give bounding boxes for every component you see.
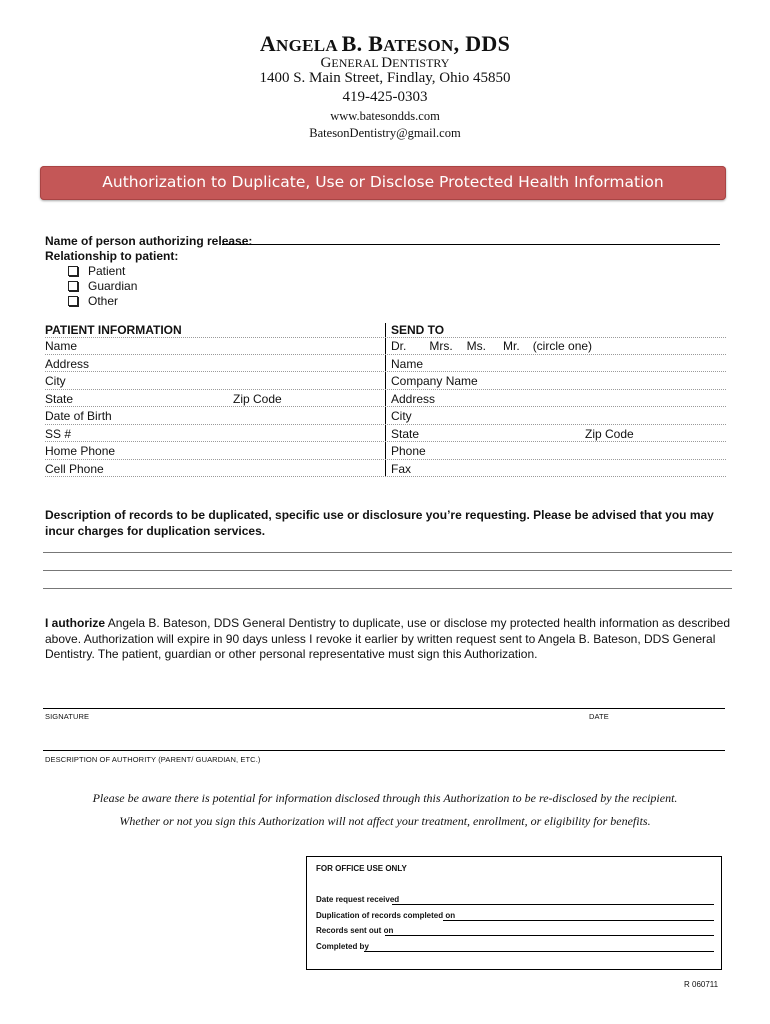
form-title-banner xyxy=(40,166,726,200)
relationship-option-patient[interactable]: Patient xyxy=(68,264,125,278)
patient-ssn-label: SS # xyxy=(45,427,72,441)
patient-home-phone-label: Home Phone xyxy=(45,444,116,458)
practice-name: ANGELA B. BATESON, DDS xyxy=(259,31,511,56)
authority-label: DESCRIPTION OF AUTHORITY (PARENT/ GUARDIAN, ETC.) xyxy=(45,755,261,764)
completed-by-label: Completed by xyxy=(316,942,369,951)
office-use-heading: FOR OFFICE USE ONLY xyxy=(316,864,407,873)
description-line-3[interactable] xyxy=(43,588,732,589)
completed-by-line[interactable] xyxy=(364,951,714,952)
send-to-heading: SEND TO xyxy=(391,323,445,337)
patient-cell-phone-label: Cell Phone xyxy=(45,462,104,476)
date-request-received-label: Date request received xyxy=(316,895,400,904)
signature-line[interactable] xyxy=(43,708,725,709)
practice-email: BatesonDentistry@gmail.com xyxy=(309,126,461,140)
row-line xyxy=(45,476,726,477)
form-title: Authorization to Duplicate, Use or Disclose Protected Health Information xyxy=(102,173,664,191)
send-to-phone-label: Phone xyxy=(391,444,426,458)
practice-phone: 419-425-0303 xyxy=(342,89,428,105)
date-label: DATE xyxy=(589,712,609,721)
row-line xyxy=(45,389,726,390)
patient-state-label: State xyxy=(45,392,74,406)
row-line xyxy=(45,459,726,460)
duplication-completed-line[interactable] xyxy=(443,920,714,921)
row-line xyxy=(45,354,726,355)
column-divider xyxy=(385,323,386,476)
row-line xyxy=(45,441,726,442)
patient-info-heading: PATIENT INFORMATION xyxy=(45,323,182,337)
signature-label: SIGNATURE xyxy=(45,712,90,721)
duplication-completed-label: Duplication of records completed on xyxy=(316,911,456,920)
patient-name-label: Name xyxy=(45,339,78,353)
row-line xyxy=(45,337,726,338)
send-to-state-label: State xyxy=(391,427,420,441)
practice-website: www.batesondds.com xyxy=(330,109,440,123)
row-line xyxy=(45,371,726,372)
benefits-notice: Whether or not you sign this Authorization will not affect your treatment, enrollment, or eligibility for benefits. xyxy=(119,814,651,828)
authorization-statement: I authorize Angela B. Bateson, DDS General Dentistry to duplicate, use or disclose my protected health information as described above. Authorization will expire in 90 days unless I revoke it earlier by written request sent to Angela B. Bateson, DDS General Dentistry. The patient, guardian or other personal representative must sign this Authorization. xyxy=(45,616,731,661)
date-request-received-line[interactable] xyxy=(392,904,714,905)
checkbox-icon[interactable] xyxy=(68,281,78,291)
send-to-title-options[interactable]: Dr. Mrs. Ms. Mr. (circle one) xyxy=(391,339,593,353)
authority-line[interactable] xyxy=(43,750,725,751)
send-to-city-label: City xyxy=(391,409,412,423)
description-line-1[interactable] xyxy=(43,552,732,553)
records-sent-line[interactable] xyxy=(385,935,714,936)
send-to-address-label: Address xyxy=(391,392,436,406)
patient-zip-label: Zip Code xyxy=(233,392,282,406)
send-to-company-label: Company Name xyxy=(391,374,478,388)
patient-city-label: City xyxy=(45,374,66,388)
patient-address-label: Address xyxy=(45,357,90,371)
practice-specialty: GENERAL DENTISTRY xyxy=(320,55,450,71)
relationship-option-other[interactable]: Other xyxy=(68,294,118,308)
authorizer-name-label: Name of person authorizing release: xyxy=(45,234,253,248)
patient-dob-label: Date of Birth xyxy=(45,409,112,423)
redisclosure-notice: Please be aware there is potential for information disclosed through this Authorization to be re-disclosed by the recipient. xyxy=(92,791,678,805)
practice-address: 1400 S. Main Street, Findlay, Ohio 45850 xyxy=(259,70,511,86)
send-to-zip-label: Zip Code xyxy=(585,427,634,441)
office-use-box xyxy=(306,856,722,970)
revision-code: R 060711 xyxy=(684,980,719,989)
description-line-2[interactable] xyxy=(43,570,732,571)
records-description-prompt: Description of records to be duplicated, specific use or disclosure you’re requesting. Please be advised that you may incur charges for duplication services. xyxy=(45,508,714,538)
records-sent-label: Records sent out on xyxy=(316,926,394,935)
row-line xyxy=(45,406,726,407)
authorizer-name-line[interactable] xyxy=(222,244,720,245)
checkbox-icon[interactable] xyxy=(68,266,78,276)
send-to-name-label: Name xyxy=(391,357,424,371)
relationship-option-guardian[interactable]: Guardian xyxy=(68,279,137,293)
checkbox-icon[interactable] xyxy=(68,296,78,306)
send-to-fax-label: Fax xyxy=(391,462,412,476)
relationship-label: Relationship to patient: xyxy=(45,249,179,263)
row-line xyxy=(45,424,726,425)
